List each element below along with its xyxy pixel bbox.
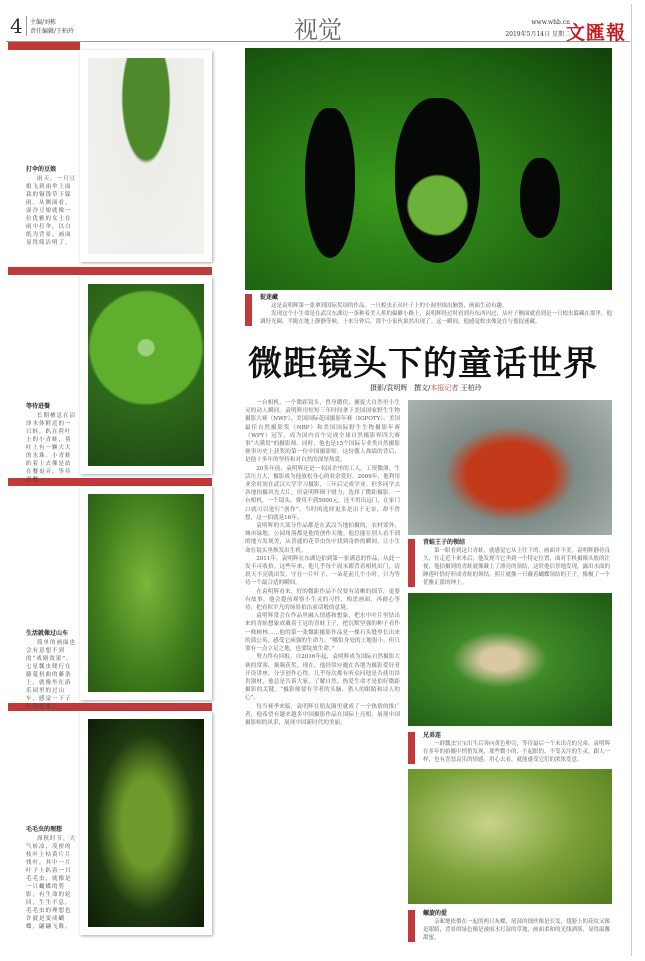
paragraph: 一台相机，一个微距镜头，曾身蹲伏，捕捉大自然里小生灵的动人瞬间。袁明辉用短短三年时间拿下美国国家野生生物摄影大赛（NWF）、美国国际花园摄影年赛（IGPOTY）、美国最佳自然摄影奖（NBP）和美国国际野生生物摄影年赛（WPY）冠军，成为国内首个完成全球自然摄影界四大赛事“大满贯”的摄影师。同时，他也是15个国际专业类自然摄影赛事历史上获奖的第一位中国摄影师。这份傲人战绩的背后，是他十多年的坚持和对自然的深厚热爱。 [245,400,400,464]
caption-text: 第一眼看到这只青蛙，就感觉它从上往下的，画面并不美。袁明辉静待良久，在走近十来米后，他发现当它坐到一个特定位置，面对手机摄像头般的注视，他拍摄到的青蛙就像戴上了漂亮的领结，这时他信誉地发现，露出水面的睡莲叶恰好形成青蛙的领结，照片就像一只戴着蝴蝶领结的王子，像极了一个优雅正派的绅士。 [423,548,611,586]
article-headline: 微距镜头下的童话世界 [248,344,598,384]
photo-frog-lotus [80,276,212,474]
paragraph: 努力终有回报。自2016年起，袁明辉成为国际自然摄影大赛的常客，频频获奖。现在，他经常应邀在各地为摄影爱好者开设讲座，分享创作心得。几乎每次都有听众问他是否使用昂贵器材，他总是告诉大家，了解自然、热爱生命才是拍好微距摄影的关键。“摄影师要有学者的头脑、猎人的眼睛和诗人的心”。 [245,654,400,702]
caption-title: 毛毛虫的理想 [26,826,63,833]
writer-label: 撰文/ [414,384,431,392]
caption-title: 打伞的豆娘 [26,166,57,173]
leaf-hole [395,98,480,263]
caption-text: 雨天，一只豆娘飞到雨伞上面栽的铜钱草下躲雨。从侧面看，湿冷豆娘就像一位优雅的女士在雨中打伞，以白纸为背景，画面显得简洁明了。 [26,176,77,246]
responsible-editor: 责任编辑/王柏玲 [30,28,75,35]
writer-name: 王柏玲 [460,384,482,392]
leaf-hole [520,158,560,238]
caption-title: 青蛙王子的领结 [423,539,466,546]
caption-title: 等待进餐 [26,403,51,410]
photo-butterflies [408,769,612,904]
caption-title: 捉迷藏 [260,294,279,301]
photo-ladybug-larvae [408,593,612,726]
caption-title: 生活就像过山车 [26,630,69,637]
caption-text: 这是袁明辉第一张拿到国际奖项的作品。一只蝗虫正从叶子上的小洞里探出脑袋，画面生动有趣。 [271,303,508,309]
right-caption-1 [408,539,612,587]
paragraph: 袁明辉的大部分作品都是在武汉当地拍摄的，农村郊外、城市绿地、公园角落都是他的创作天地。他总能在别人看不到的地方发现美，从普通的花草虫鱼中找到奇妙的瞬间，让小生命在镜头里焕发出生机。 [245,523,400,554]
paragraph: 每当赛季来临，袁明辉在朋友圈里就成了一个热情的推广者，他希望有越来越多中国摄影作品在国际上亮相，展现中国摄影师的风采，展现中国新时代的美丽。 [245,703,400,726]
page-number: 4 [10,14,23,38]
photo-ladybug-tendril [80,486,212,700]
reporter-label: 本报记者 [430,384,459,392]
red-divider [8,267,212,275]
main-photo-grasshopper [245,48,612,290]
section-title: 视觉 [294,16,342,44]
left-caption-2 [26,403,76,484]
left-caption-4 [26,826,76,931]
photo-caterpillar-leaf [80,711,212,935]
caption-text: 深秋时节，天气转凉，茂密的枝叶上枯黄片片残叶，其中一片叶子上趴着一只毛毛虫，就像是一只蝴蝶的剪影，有生命的轮回，生生不息，毛毛虫的理想也许就是变成蝴蝶，翩翩飞舞。 [26,836,77,930]
main-photo-caption [245,294,612,326]
caption-title: 螺旋的爱 [423,910,448,917]
website: www.whb.cn [531,19,570,26]
caption-text: 长期栖息在沼泽水体附近的一只蛙，趴在荷叶上的小青蛙，荷叶上有一颗大大的水珠。小青蛙趴着上去像是站在餐桌旁，等待进餐。 [26,413,77,483]
photographer-credit: 摄影/袁明辉 [370,384,408,392]
leaf-hole [305,108,355,258]
left-caption-1 [26,166,76,247]
page-header [6,4,630,42]
left-caption-3 [26,630,76,711]
paragraph: 袁明辉常会在作品里融入情感和想象，把水中叶片里钻出来的青蛙想象成戴着王冠的青蛙王子，把沉默坚强的种子看作一株树林……他的第一张微距摄影作品是一棵石头缝里长出来的蒲公英，感受它顽强的生命力。“哪怕身处的土地很小，但只要有一点立足之地，也要绽放生命。” [245,613,400,653]
issue-date: 2019年5月14日 星期二 [505,31,570,38]
chief-editor: 主编/刘栋 [30,19,57,26]
right-caption-2 [408,732,612,764]
caption-text: 亲昵地依偎在一起的两只灰蝶，尾部的细丝像是长发，翅膀上的花纹又像是眼睛，背景的绿色像是被雨水打湿的草地，画面柔和的光线洒落，显得温馨甜蜜。 [423,919,611,941]
paragraph: 在袁明辉看来，好的微距作品不仅要有清晰的细节，更要有故事。他会提前观察小生灵的习性，构思画面，再耐心等待，把看似平凡的场景拍出童话般的意境。 [245,588,400,612]
newspaper-logo: 文匯報 [565,22,626,44]
caption-title: 兄弟连 [423,732,442,739]
paragraph: 2011年，袁明辉在东湖边拍到第一张满意的作品，从此一发不可收拾。这些年来，他几乎每个周末都背着相机出门，清晨天不亮就出发，守在一片叶子、一朵花前几个小时，只为等待一个最合适的瞬间。 [245,555,400,587]
caption-text: 简单的画面也会有意想不到的“戏剧效果”。七星瓢虫爬行在藤蔓扭曲的藤条上，就像坐在游乐园里的过山车，感觉一下子生动起来。 [26,640,77,710]
caption-text: 一群瓢虫宝宝出生后奔向黄色卵壳，等待最后一个未出壳的兄弟。袁明辉在多年的拍摄中悄悄发现，那些微小的、不起眼的、不受关注的生灵，跟人一样，也有喜怒哀乐的情感。用心去看，就能感受它们的浓浓爱意。 [423,741,611,763]
right-caption-3 [408,910,612,942]
paragraph: 20多年前，袁明辉还是一名国企里的工人，工资微薄，生活压力大，摄影成为他放松身心的业余爱好。2009年，他利用业余时间在武汉大学学习摄影，三年后完成学业。但多同学去各地拍摄风光大片，但袁明辉囿于财力，选择了微距摄影。一台相机，一个镜头，费用不到5000元，还不用出远门，在家门口就可以进行“创作”。当时的选择更多是出于无奈，却不曾想，这一拍就是16年。 [245,465,400,521]
photo-frog-prince [408,400,612,535]
caption-text: 发现这个小生命是在武汉东湖边一条种着美人蕉的偏僻小路上，袁明辉经过时看到有东西闪过，从叶子侧面就看到是一只蝗虫躲藏在那里。他调好光圈，半跪在地上静静等候，十来分钟后，那个小家伙果然出现了。这一瞬间，他感觉蝗虫像是在与他捉迷藏。 [260,311,613,325]
article-body [245,399,400,727]
byline [370,383,482,393]
photo-damselfly [80,50,212,262]
red-accent-bar [8,42,80,50]
